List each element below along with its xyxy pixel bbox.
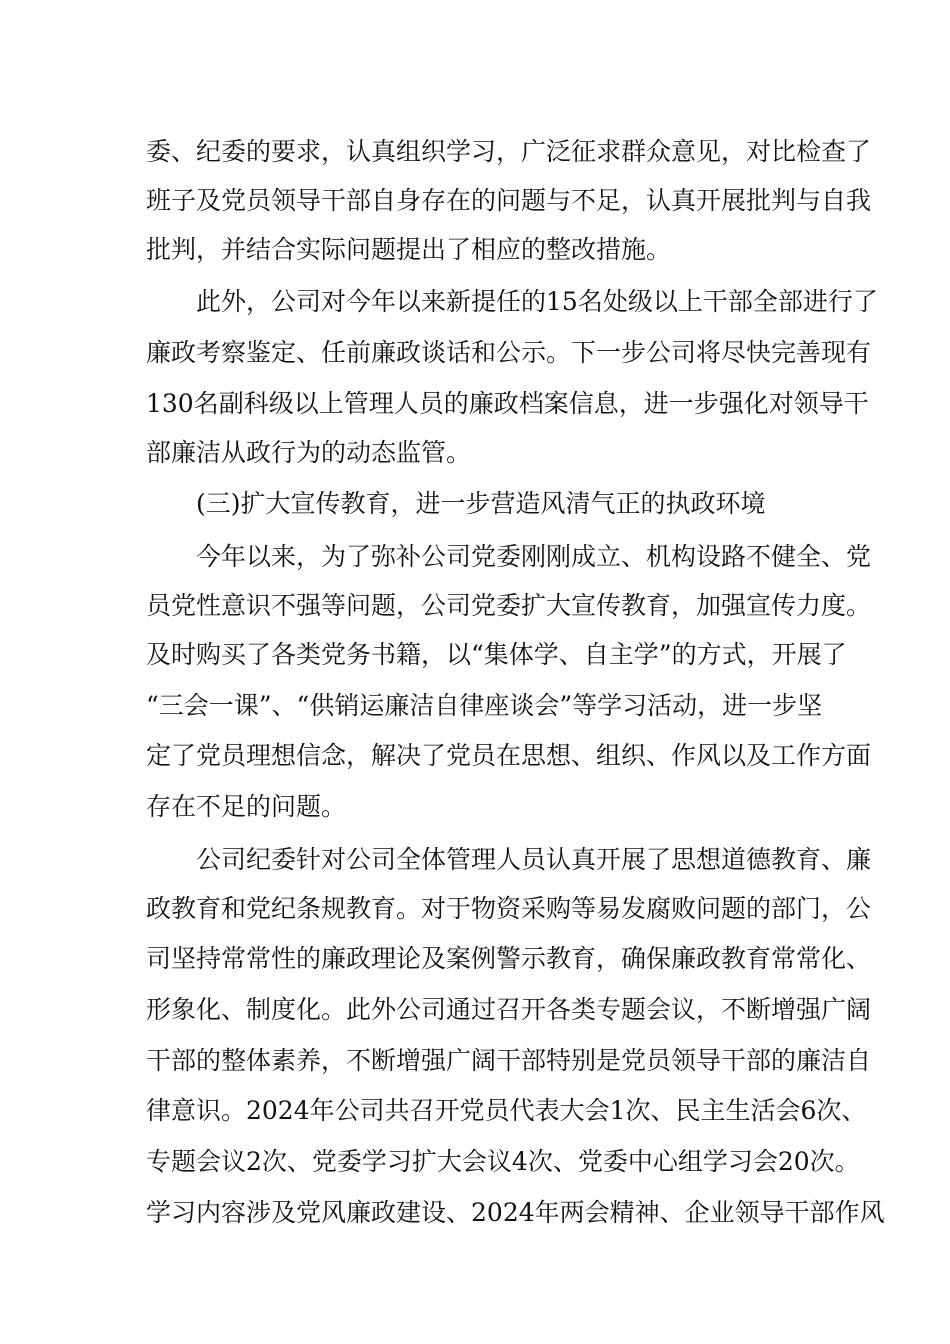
text-line: 形象化、制度化。此外公司通过召开各类专题会议，不断增强广阔	[146, 995, 872, 1024]
text-line: “三会一课”、“供销运廉洁自律座谈会”等学习活动，进一步坚	[146, 691, 823, 720]
text-line: 部廉洁从政行为的动态监管。	[146, 438, 472, 467]
text-line: 130名副科级以上管理人员的廉政档案信息，进一步强化对领导干	[146, 389, 869, 418]
text-line: 及时购买了各类党务书籍，以“集体学、自主学”的方式，开展了	[146, 640, 847, 669]
text-line: 司坚持常常性的廉政理论及案例警示教育，确保廉政教育常常化、	[146, 944, 872, 973]
text-line: 今年以来，为了弥补公司党委刚刚成立、机构设路不健全、党	[196, 542, 872, 571]
text-line: 委、纪委的要求，认真组织学习，广泛征求群众意见，对比检查了	[146, 137, 872, 166]
text-line: 专题会议2次、党委学习扩大会议4次、党委中心组学习会20次。	[146, 1147, 860, 1176]
text-line: 学习内容涉及党风廉政建设、2024年两会精神、企业领导干部作风	[146, 1198, 885, 1227]
text-line: 班子及党员领导干部自身存在的问题与不足，认真开展批判与自我	[146, 186, 872, 215]
text-line: 公司纪委针对公司全体管理人员认真开展了思想道德教育、廉	[196, 845, 872, 874]
text-line: 律意识。2024年公司共召开党员代表大会1次、民主生活会6次、	[146, 1096, 867, 1125]
text-line: 干部的整体素养，不断增强广阔干部特别是党员领导干部的廉洁自	[146, 1046, 872, 1075]
text-line: 廉政考察鉴定、任前廉政谈话和公示。下一步公司将尽快完善现有	[146, 338, 872, 367]
text-line: 定了党员理想信念，解决了党员在思想、组织、作风以及工作方面	[146, 741, 872, 770]
text-line: 员党性意识不强等问题，公司党委扩大宣传教育，加强宣传力度。	[146, 591, 872, 620]
text-line: 存在不足的问题。	[146, 792, 347, 821]
text-line: 此外，公司对今年以来新提任的15名处级以上干部全部进行了	[196, 287, 878, 316]
section-heading: (三)扩大宣传教育，进一步营造风清气正的执政环境	[196, 489, 766, 518]
text-line: 批判，并结合实际问题提出了相应的整改措施。	[146, 235, 672, 264]
text-line: 政教育和党纪条规教育。对于物资采购等易发腐败问题的部门，公	[146, 894, 872, 923]
